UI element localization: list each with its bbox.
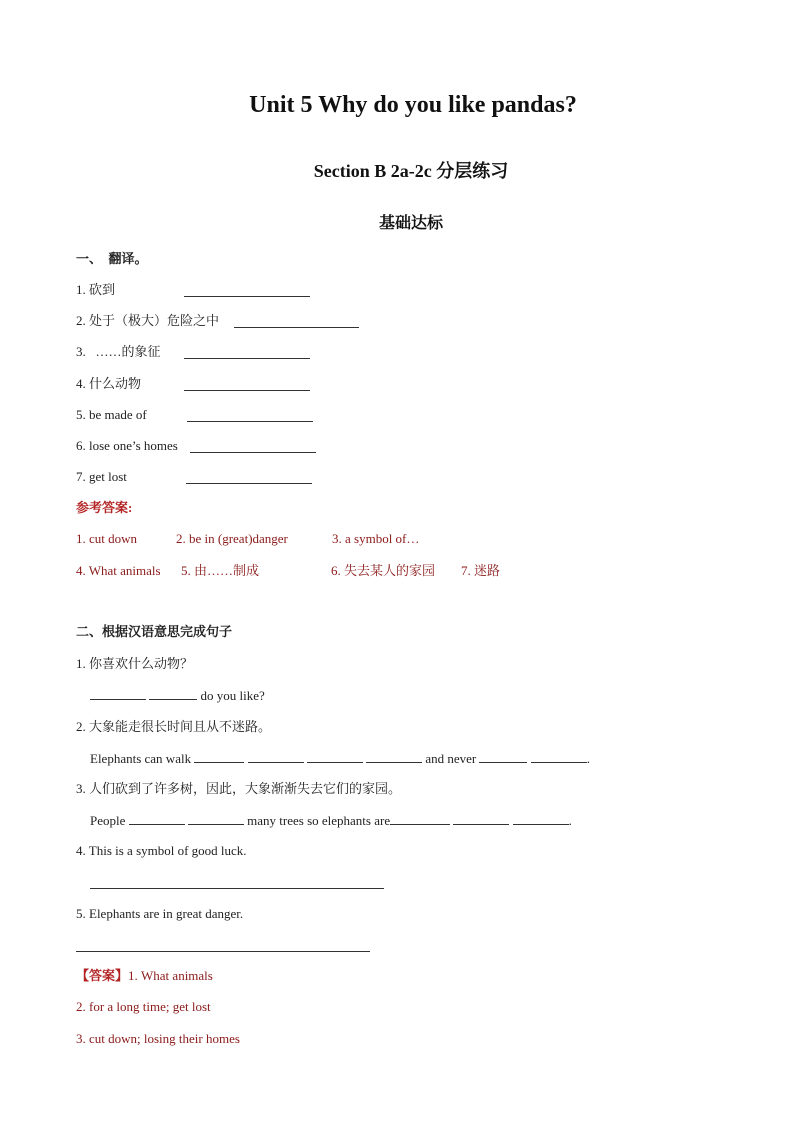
answer-blank-4[interactable] — [184, 390, 310, 391]
reference-answer-heading: 参考答案: — [76, 500, 133, 515]
page-title: Unit 5 Why do you like pandas? — [249, 92, 577, 118]
q3-blank-3[interactable] — [390, 811, 450, 825]
q5-sentence: 5. Elephants are in great danger. — [76, 906, 244, 921]
answer-4: 4. What animals — [76, 563, 161, 578]
q3-english: People many trees so elephants are . — [90, 813, 572, 828]
answer-blank-1[interactable] — [184, 296, 310, 297]
answer-blank-5[interactable] — [187, 421, 313, 422]
q2-blank-2[interactable] — [248, 749, 304, 763]
item-text: 5. be made of — [76, 407, 147, 422]
q3-start-text: People — [90, 813, 126, 828]
answer-1: 1. cut down — [76, 531, 138, 546]
q2-blank-6[interactable] — [531, 749, 587, 763]
item-text: 4. 什么动物 — [76, 376, 142, 391]
q2-blank-3[interactable] — [307, 749, 363, 763]
answer-blank-2[interactable] — [234, 327, 359, 328]
q3-blank-1[interactable] — [129, 811, 185, 825]
part1-heading: 一、 翻译。 — [76, 251, 148, 266]
answer-6: 6. 失去某人的家园 — [331, 563, 436, 578]
q1-english — [90, 686, 265, 705]
q3-mid-text: many trees so elephants are — [243, 813, 391, 828]
answer-5: 5. 由……制成 — [181, 563, 260, 578]
answer-blank-6[interactable] — [190, 452, 316, 453]
answer-label: 【答案】 — [76, 968, 129, 983]
q2-english: Elephants can walk and never . — [90, 751, 590, 766]
part1-item-4 — [76, 375, 141, 393]
answer-blank-7[interactable] — [186, 483, 312, 484]
q2-chinese: 2. 大象能走很长时间且从不迷路。 — [76, 719, 272, 734]
part2-heading: 二、根据汉语意思完成句子 — [76, 624, 233, 639]
q1-tail-text: do you like? — [197, 688, 265, 703]
part1-item-3 — [76, 343, 161, 361]
answer-2: 2. be in (great)danger — [176, 531, 288, 546]
q2-mid-text: and never — [422, 751, 480, 766]
q1-blank-1[interactable] — [90, 686, 146, 700]
part1-item-6 — [76, 437, 178, 455]
level-heading: 基础达标 — [378, 215, 443, 232]
q2-blank-1[interactable] — [194, 749, 244, 763]
answer-3: 3. a symbol of… — [332, 531, 420, 546]
q4-answer-line[interactable] — [90, 888, 384, 889]
part2-answer-1 — [76, 967, 213, 985]
q4-sentence: 4. This is a symbol of good luck. — [76, 843, 247, 858]
item-text: 3. ……的象征 — [76, 344, 161, 359]
part1-item-5 — [76, 406, 147, 424]
answer-blank-3[interactable] — [184, 358, 310, 359]
q5-answer-line[interactable] — [76, 951, 370, 952]
q3-blank-2[interactable] — [188, 811, 244, 825]
part2-answer-3: 3. cut down; losing their homes — [76, 1031, 240, 1046]
part1-item-7 — [76, 468, 127, 486]
q3-blank-5[interactable] — [513, 811, 569, 825]
q3-blank-4[interactable] — [453, 811, 509, 825]
item-text: 2. 处于（极大）危险之中 — [76, 313, 220, 328]
answer-text: 1. What animals — [128, 968, 213, 983]
item-text: 1. 砍到 — [76, 282, 116, 297]
answer-7: 7. 迷路 — [461, 563, 501, 578]
q1-blank-2[interactable] — [149, 686, 197, 700]
item-text: 6. lose one’s homes — [76, 438, 178, 453]
part2-answer-2: 2. for a long time; get lost — [76, 999, 211, 1014]
section-subtitle: Section B 2a-2c 分层练习 — [313, 161, 509, 181]
q2-start-text: Elephants can walk — [90, 751, 192, 766]
q2-blank-5[interactable] — [479, 749, 527, 763]
q1-chinese: 1. 你喜欢什么动物？ — [76, 656, 194, 671]
q2-blank-4[interactable] — [366, 749, 422, 763]
part1-item-1 — [76, 281, 115, 299]
q3-chinese: 3. 人们砍到了许多树，因此，大象渐渐失去它们的家园。 — [76, 781, 402, 796]
item-text: 7. get lost — [76, 469, 127, 484]
part1-item-2 — [76, 312, 219, 330]
